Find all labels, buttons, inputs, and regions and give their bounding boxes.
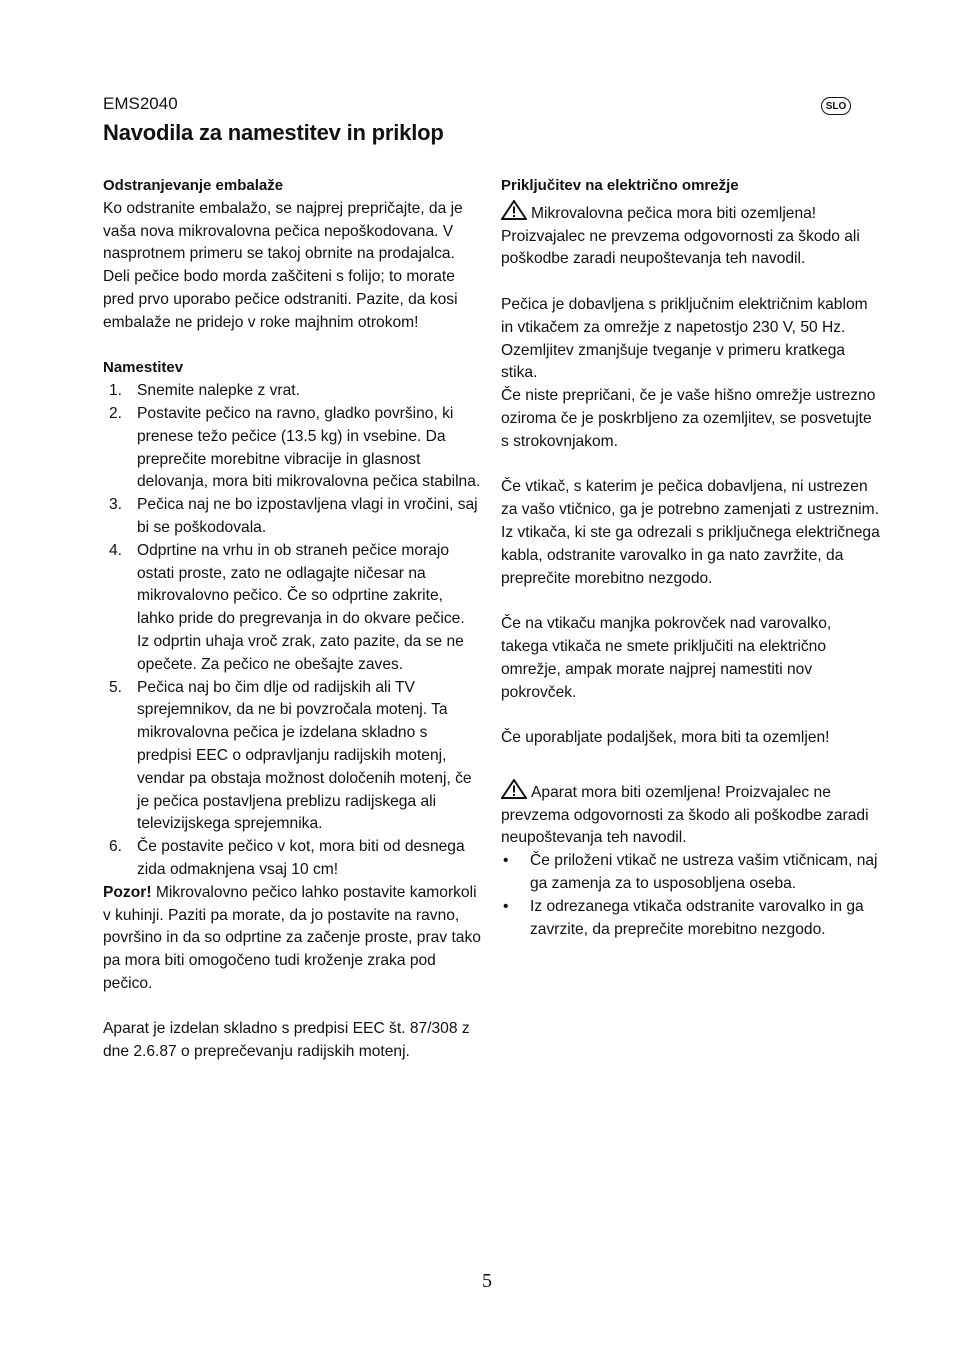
page-title: Navodila za namestitev in priklop xyxy=(103,120,444,145)
list-item xyxy=(501,850,881,896)
list-item xyxy=(103,380,481,403)
step-text: Če postavite pečico v kot, mora biti od desnega zida odmaknjena vsaj 10 cm! xyxy=(137,838,465,878)
step-number: 6. xyxy=(109,838,123,856)
warning-triangle-icon xyxy=(501,779,527,799)
warning-triangle-icon xyxy=(501,200,527,220)
step-number: 2. xyxy=(109,404,123,422)
step-text: Postavite pečico na ravno, gladko površino, ki prenese težo pečice (13.5 kg) in vsebine. Da preprečite morebitne vibracije in glasnost delovanja, mora biti mikrovalovna pečica stabilna. xyxy=(137,404,481,491)
page-number: 5 xyxy=(482,1270,492,1292)
list-item xyxy=(103,836,481,882)
installation-heading: Namestitev xyxy=(103,359,184,377)
step-text: Snemite nalepke z vrat. xyxy=(137,382,300,400)
warning-paragraph-1 xyxy=(501,200,881,271)
caution-label: Pozor! xyxy=(103,883,152,901)
right-column xyxy=(501,175,881,941)
list-item xyxy=(103,494,481,540)
language-badge: SLO xyxy=(821,97,851,115)
unpacking-heading: Odstranjevanje embalaže xyxy=(103,177,284,194)
warning-paragraph-2 xyxy=(501,779,881,850)
step-text: Odprtine na vrhu in ob straneh pečice morajo ostati proste, zato ne odlagajte ničesar na mikrovalovno pečico. Če so odprtine zakrite, lahko pride do pregrevanja in do okvare pečice. Iz odprtin uhaja vroč zrak, zato pazite, da se ne opečete. Za pečico ne obešajte zaves. xyxy=(137,541,465,673)
model-number: EMS2040 xyxy=(103,94,178,113)
plug-bullets xyxy=(501,850,881,941)
step-text: Pečica naj bo čim dlje od radijskih ali TV sprejemnikov, da ne bi povzročala motenj. Ta mikrovalovna pečica je izdelana skladno s predpisi EEC o odpravljanju radijskih motenj, vendar pa obstaja možnost določenih motenj, če je pečica postavljena preblizu radijskega ali televizijskega sprejemnika. xyxy=(137,678,472,833)
step-number: 4. xyxy=(109,541,123,559)
bullet-text: Iz odrezanega vtikača odstranite varovalko in ga zavrzite, da preprečite morebitno nezgodo. xyxy=(530,897,864,938)
caution-paragraph xyxy=(103,882,481,996)
extension-cord-text: Če uporabljate podaljšek, mora biti ta ozemljen! xyxy=(501,729,830,747)
caution-text: Mikrovalovno pečico lahko postavite kamorkoli v kuhinji. Paziti pa morate, da jo postavite na ravno, površino in da so odprtine za začenje proste, prav tako pa mora biti omogočeno tudi kroženje zraka pod pečico. xyxy=(103,883,481,992)
warning-text-2: Aparat mora biti ozemljena! Proizvajalec ne prevzema odgovornosti za škodo ali poškodbe zaradi neupoštevanja teh navodil. xyxy=(501,783,869,847)
list-item xyxy=(103,540,481,677)
connection-heading: Priključitev na električno omrežje xyxy=(501,177,739,194)
step-number: 5. xyxy=(109,678,123,696)
step-number: 1. xyxy=(109,382,123,400)
bullet-text: Če priloženi vtikač ne ustreza vašim vtičnicam, naj ga zamenja za to usposobljena oseba. xyxy=(530,852,878,892)
warning-text-1: Mikrovalovna pečica mora biti ozemljena! Proizvajalec ne prevzema odgovornosti za škodo ali poškodbe zaradi neupoštevanja teh navodil. xyxy=(501,204,860,268)
power-cable-text: Pečica je dobavljena s priključnim električnim kablom in vtikačem za omrežje z napetostjo 230 V, 50 Hz. Ozemljitev zmanjšuje tveganje v primeru kratkega stika. xyxy=(501,295,868,382)
installation-steps xyxy=(103,380,481,882)
step-text: Pečica naj ne bo izpostavljena vlagi in vročini, saj bi se poškodovala. xyxy=(137,496,478,536)
unpacking-text: Ko odstranite embalažo, se najprej prepričajte, da je vaša nova mikrovalovna pečica nepoškodovana. V nasprotnem primeru se takoj obrnite na prodajalca. Deli pečice bodo morda zaščiteni s folijo; to morate pred prvo uporabo pečice odstraniti. Pazite, da kosi embalaže ne pridejo v roke majhnim otrokom! xyxy=(103,199,463,331)
plug-replace-text: Če vtikač, s katerim je pečica dobavljena, ni ustrezen za vašo vtičnico, ga je potrebno zamenjati z ustreznim. Iz vtikača, ki ste ga odrezali s priključnega električnega kabla, odstranite varovalko in ga nato zavržite, da preprečite morebitno nezgodo. xyxy=(501,478,880,587)
step-number: 3. xyxy=(109,496,123,514)
list-item xyxy=(103,403,481,494)
list-item xyxy=(501,896,881,942)
list-item xyxy=(103,677,481,837)
fuse-cover-text: Če na vtikaču manjka pokrovček nad varovalko, takega vtikača ne smete priključiti na električno omrežje, ampak morate najprej namestiti nov pokrovček. xyxy=(501,615,832,701)
left-column xyxy=(103,175,481,1064)
eec-compliance-text: Aparat je izdelan skladno s predpisi EEC št. 87/308 z dne 2.6.87 o preprečevanju radijskih motenj. xyxy=(103,1020,470,1061)
bullet-glyph: • xyxy=(503,852,509,870)
bullet-glyph: • xyxy=(503,897,509,915)
consult-expert-text: Če niste prepričani, če je vaše hišno omrežje ustrezno oziroma če je poskrbljeno za ozemljitev, se posvetujte s strokovnjakom. xyxy=(501,387,876,450)
